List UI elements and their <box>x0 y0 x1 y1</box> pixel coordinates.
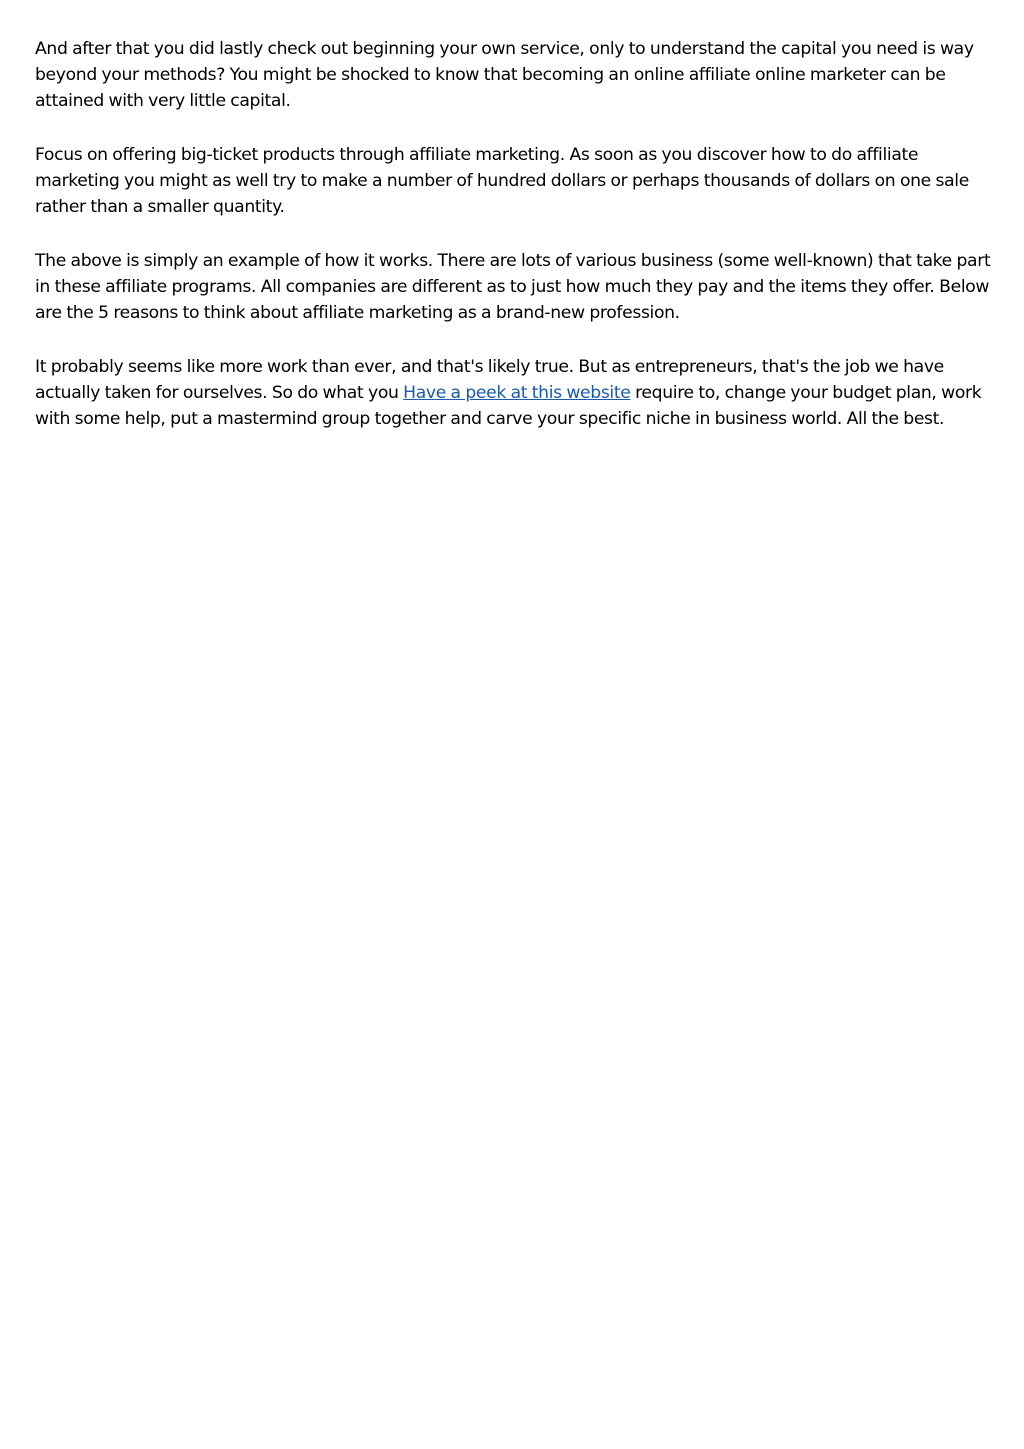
document-body <box>35 36 995 460</box>
paragraph-2: Focus on offering big-ticket products through affiliate marketing. As soon as you discover how to do affiliate marketing you might as well try to make a number of hundred dollars or perhaps thousands of dollars on one sale rather than a smaller quantity. <box>35 145 969 217</box>
paragraph-4 <box>35 354 995 432</box>
paragraph-1: And after that you did lastly check out beginning your own service, only to understand the capital you need is way beyond your methods? You might be shocked to know that becoming an online affiliate online marketer can be attained with very little capital. <box>35 39 974 111</box>
paragraph-4-text-after-link: require to, change your budget plan, work with some help, put a mastermind group together and carve your specific niche in business world. All the best. <box>35 383 982 429</box>
paragraph-4-text-before-link: It probably seems like more work than ever, and that's likely true. But as entrepreneurs, that's the job we have actually taken for ourselves. So do what you <box>35 357 944 403</box>
paragraph-3: The above is simply an example of how it works. There are lots of various business (some well-known) that take part in these affiliate programs. All companies are different as to just how much they pay and the items they offer. Below are the 5 reasons to think about affiliate marketing as a brand-new profession. <box>35 251 991 323</box>
website-link[interactable]: Have a peek at this website <box>403 383 631 403</box>
